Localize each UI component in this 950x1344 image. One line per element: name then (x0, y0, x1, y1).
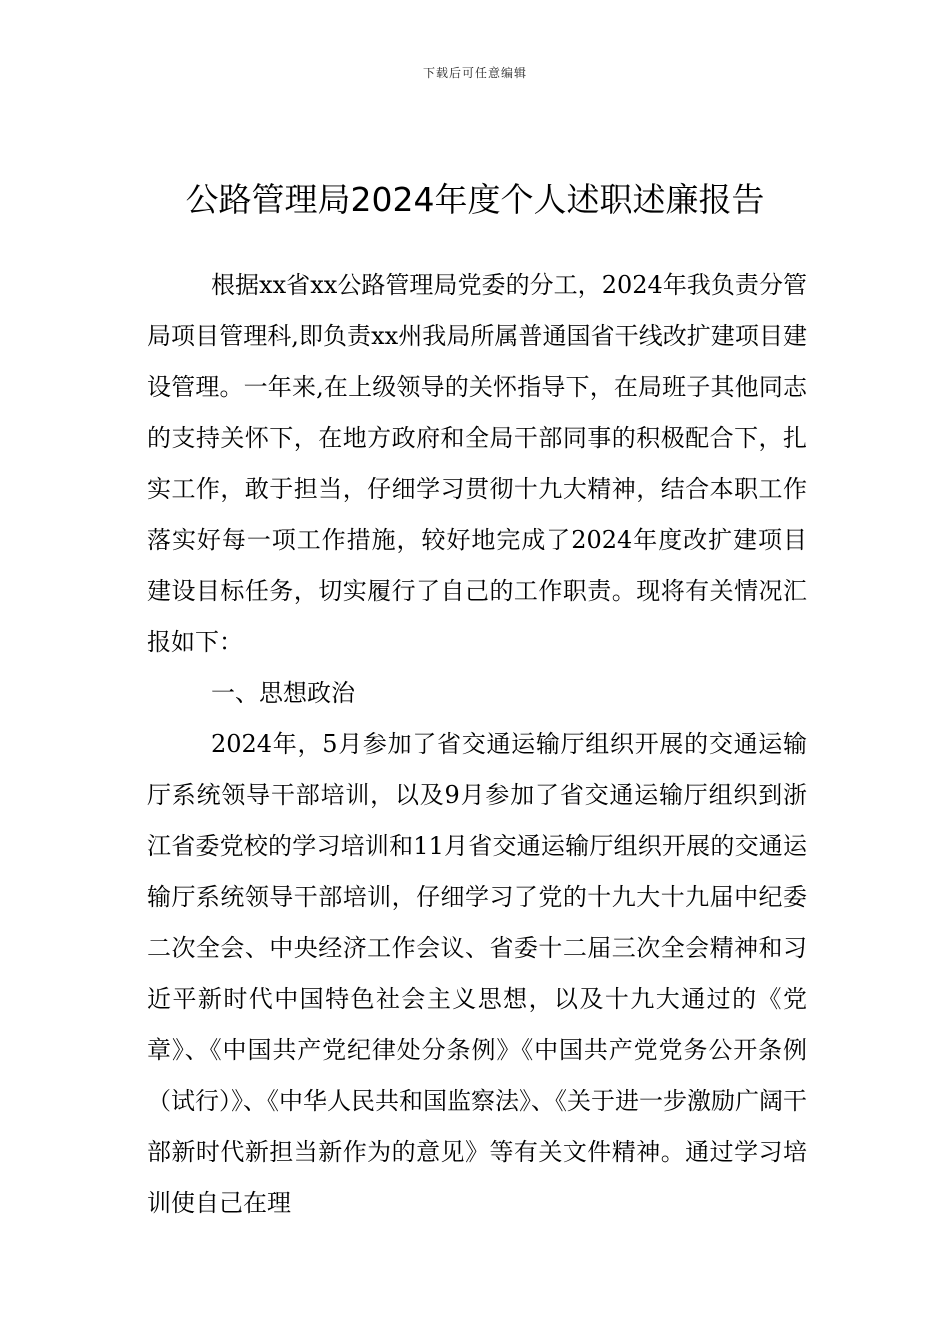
intro-paragraph: 根据xx省xx公路管理局党委的分工，2024年我负责分管局项目管理科,即负责xx州我局所属普通国省干线改扩建项目建设管理。一年来,在上级领导的关怀指导下，在局班子其他同志的支持关怀下，在地方政府和全局干部同事的积极配合下，扎实工作，敢于担当，仔细学习贯彻十九大精神，结合本职工作落实好每一项工作措施，较好地完成了2024年度改扩建项目建设目标任务，切实履行了自己的工作职责。现将有关情况汇报如下： (147, 271, 807, 656)
document-title: 公路管理局2024年度个人述职述廉报告 (185, 180, 765, 219)
document-body (147, 260, 807, 1229)
section-paragraph-ideology: 2024年，5月参加了省交通运输厅组织开展的交通运输厅系统领导干部培训，以及9月参加了省交通运输厅组织到浙江省委党校的学习培训和11月省交通运输厅组织开展的交通运输厅系统领导干部培训，仔细学习了党的十九大十九届中纪委二次全会、中央经济工作会议、省委十二届三次全会精神和习近平新时代中国特色社会主义思想，以及十九大通过的《党章》、《中国共产党纪律处分条例》《中国共产党党务公开条例（试行）》、《中华人民共和国监察法》、《关于进一步激励广阔干部新时代新担当新作为的意见》等有关文件精神。通过学习培训使自己在理 (147, 730, 807, 1217)
page-header-note: 下载后可任意编辑 (422, 66, 527, 80)
section-heading-ideology: 一、思想政治 (211, 679, 355, 707)
